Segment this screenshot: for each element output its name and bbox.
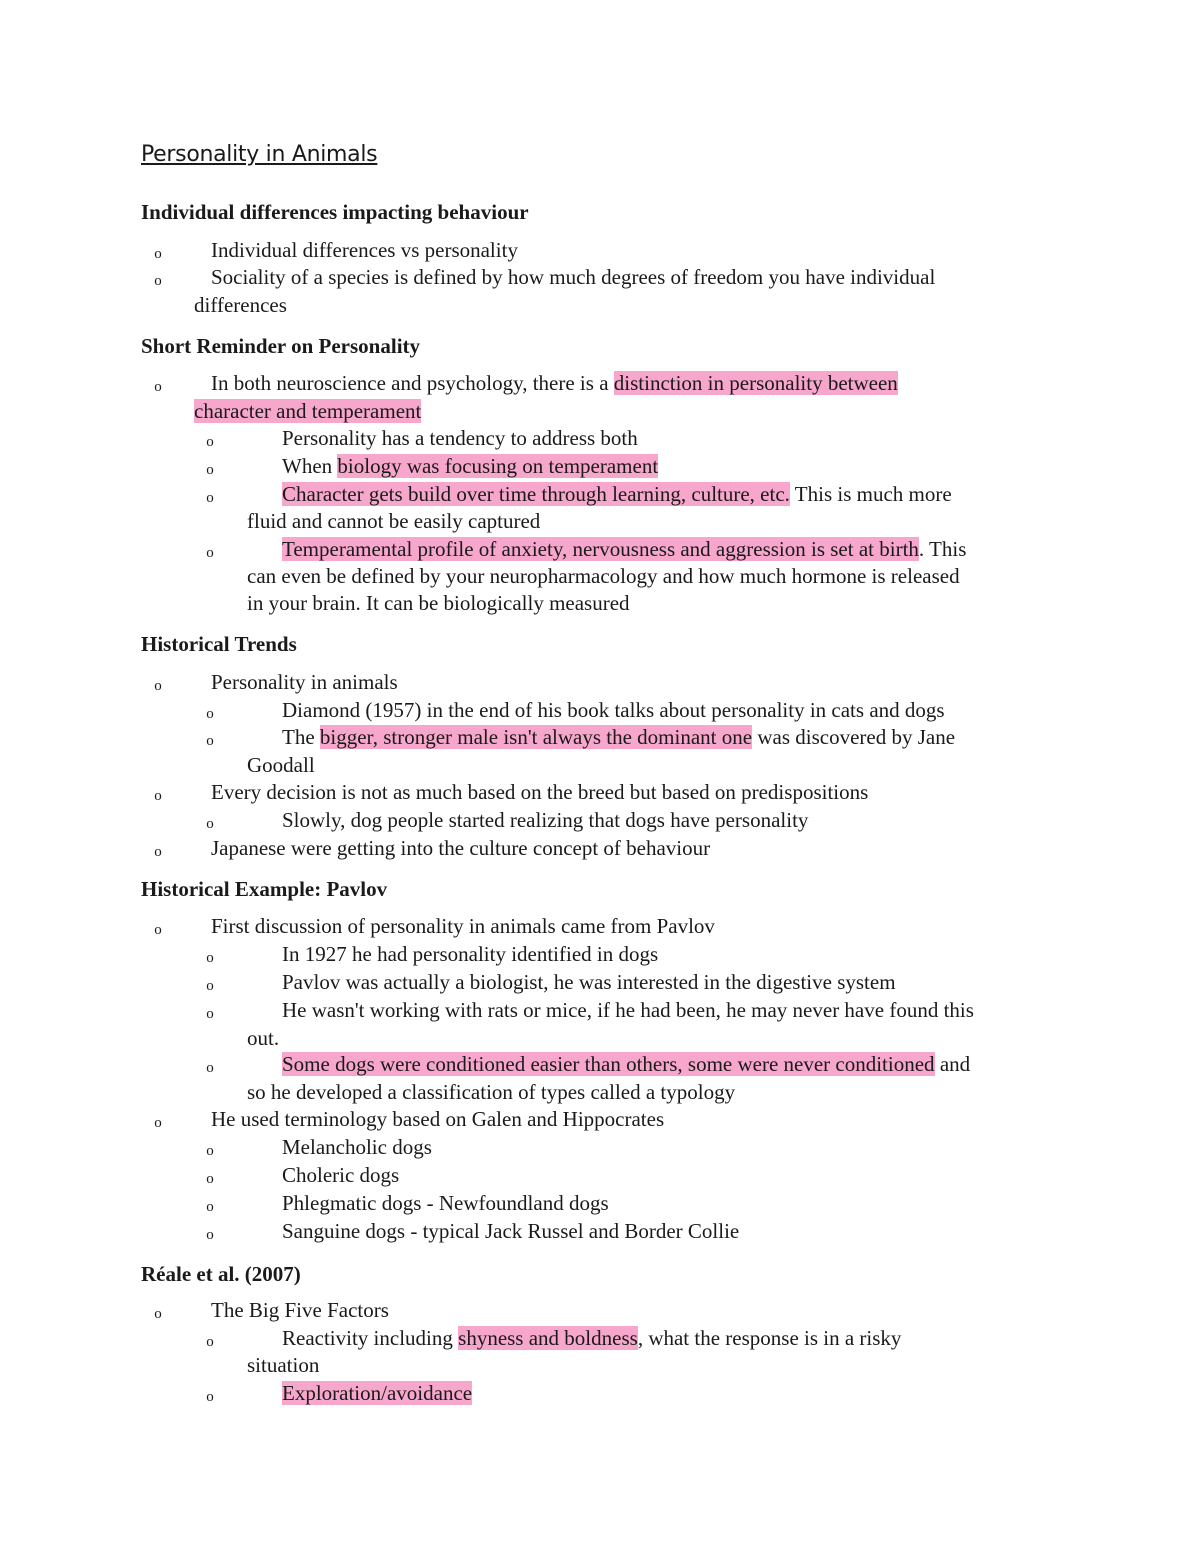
list-item — [282, 1325, 901, 1352]
bullet-icon: o — [206, 545, 214, 561]
text-run: Melancholic dogs — [282, 1135, 432, 1159]
section-heading: Historical Example: Pavlov — [141, 877, 388, 901]
list-item — [282, 1134, 432, 1161]
list-item — [211, 1106, 664, 1133]
list-item-continuation — [194, 292, 287, 319]
list-item-continuation — [194, 398, 421, 425]
list-item-continuation — [247, 752, 315, 779]
bullet-icon: o — [206, 816, 214, 832]
text-run: was discovered by Jane — [752, 725, 956, 749]
list-item — [282, 941, 658, 968]
text-run: situation — [247, 1353, 320, 1377]
list-item — [282, 1218, 739, 1245]
text-run: In 1927 he had personality identified in dogs — [282, 942, 659, 966]
list-item-continuation — [247, 563, 960, 590]
list-item — [211, 264, 935, 291]
bullet-icon: o — [206, 1143, 214, 1159]
list-item — [211, 237, 518, 264]
bullet-icon: o — [154, 678, 162, 694]
list-item — [282, 481, 952, 508]
bullet-icon: o — [206, 978, 214, 994]
bullet-icon: o — [154, 246, 162, 262]
list-item — [211, 370, 898, 397]
list-item — [282, 1162, 399, 1189]
list-item-continuation — [247, 1025, 279, 1052]
text-run: The Big Five Factors — [211, 1298, 389, 1322]
bullet-icon: o — [206, 462, 214, 478]
text-run: Phlegmatic dogs - Newfoundland dogs — [282, 1191, 609, 1215]
text-run: Goodall — [247, 753, 315, 777]
text-run: He used terminology based on Galen and Hippocrates — [211, 1107, 665, 1131]
list-item-continuation — [247, 590, 630, 617]
bullet-icon: o — [154, 788, 162, 804]
text-run: and — [934, 1052, 971, 1076]
list-item — [282, 997, 974, 1024]
text-run: This is much more — [789, 482, 952, 506]
bullet-icon: o — [206, 1199, 214, 1215]
bullet-icon: o — [206, 434, 214, 450]
text-run: fluid and cannot be easily captured — [247, 509, 541, 533]
bullet-icon: o — [206, 1006, 214, 1022]
list-item — [282, 697, 945, 724]
list-item — [282, 724, 955, 751]
list-item-continuation — [247, 508, 540, 535]
list-item-continuation — [247, 1352, 319, 1379]
text-run: Pavlov was actually a biologist, he was interested in the digestive system — [282, 970, 896, 994]
text-run: First discussion of personality in animals came from Pavlov — [211, 914, 715, 938]
text-run: out. — [247, 1026, 280, 1050]
bullet-icon: o — [154, 922, 162, 938]
text-run: Japanese were getting into the culture concept of behaviour — [211, 836, 711, 860]
text-run: Every decision is not as much based on the breed but based on predispositions — [211, 780, 869, 804]
bullet-icon: o — [206, 1060, 214, 1076]
bullet-icon: o — [206, 490, 214, 506]
list-item — [211, 779, 868, 806]
text-run: Slowly, dog people started realizing that dogs have personality — [282, 808, 809, 832]
bullet-icon: o — [206, 1171, 214, 1187]
highlighted-text: Exploration/avoidance — [282, 1381, 473, 1405]
bullet-icon: o — [206, 1334, 214, 1350]
section-heading: Short Reminder on Personality — [141, 334, 421, 358]
highlighted-text: bigger, stronger male isn't always the dominant one — [319, 725, 753, 749]
highlighted-text: Temperamental profile of anxiety, nervousness and aggression is set at birth — [282, 537, 919, 561]
bullet-icon: o — [206, 1227, 214, 1243]
text-run: Individual differences vs personality — [211, 238, 518, 262]
text-run: can even be defined by your neuropharmacology and how much hormone is released — [247, 564, 960, 588]
list-item — [282, 453, 658, 480]
text-run: Choleric dogs — [282, 1163, 400, 1187]
highlighted-text: shyness and boldness — [458, 1326, 638, 1350]
highlighted-text: Some dogs were conditioned easier than others, some were never conditioned — [282, 1052, 935, 1076]
text-run: In both neuroscience and psychology, there is a — [211, 371, 614, 395]
document-title: Personality in Animals — [141, 142, 378, 167]
text-run: He wasn't working with rats or mice, if he had been, he may never have found this — [282, 998, 974, 1022]
text-run: differences — [194, 293, 287, 317]
bullet-icon: o — [206, 1389, 214, 1405]
bullet-icon: o — [154, 1115, 162, 1131]
list-item — [211, 669, 398, 696]
text-run: in your brain. It can be biologically measured — [247, 591, 630, 615]
text-run: Personality has a tendency to address both — [282, 426, 638, 450]
text-run: Reactivity including — [282, 1326, 459, 1350]
list-item — [282, 807, 808, 834]
highlighted-text: Character gets build over time through learning, culture, etc. — [282, 482, 790, 506]
list-item-continuation — [247, 1079, 735, 1106]
list-item — [282, 1190, 609, 1217]
highlighted-text: biology was focusing on temperament — [337, 454, 659, 478]
bullet-icon: o — [206, 706, 214, 722]
text-run: so he developed a classification of types called a typology — [247, 1080, 736, 1104]
text-run: Personality in animals — [211, 670, 398, 694]
text-run: Diamond (1957) in the end of his book talks about personality in cats and dogs — [282, 698, 945, 722]
text-run: Sociality of a species is defined by how much degrees of freedom you have individual — [211, 265, 936, 289]
bullet-icon: o — [154, 844, 162, 860]
list-item — [282, 536, 966, 563]
bullet-icon: o — [154, 379, 162, 395]
bullet-icon: o — [154, 273, 162, 289]
list-item — [211, 1297, 389, 1324]
text-run: The — [282, 725, 320, 749]
list-item — [282, 1380, 472, 1407]
section-heading: Historical Trends — [141, 632, 297, 656]
list-item — [282, 969, 896, 996]
section-heading: Individual differences impacting behaviour — [141, 200, 529, 224]
section-heading: Réale et al. (2007) — [141, 1262, 301, 1286]
bullet-icon: o — [206, 950, 214, 966]
text-run: Sanguine dogs - typical Jack Russel and Border Collie — [282, 1219, 740, 1243]
highlighted-text: distinction in personality between — [613, 371, 898, 395]
bullet-icon: o — [206, 733, 214, 749]
list-item — [282, 1051, 970, 1078]
text-run: . This — [918, 537, 967, 561]
list-item — [211, 913, 715, 940]
list-item — [211, 835, 710, 862]
highlighted-text: character and temperament — [194, 399, 422, 423]
text-run: When — [282, 454, 338, 478]
text-run: , what the response is in a risky — [637, 1326, 902, 1350]
list-item — [282, 425, 638, 452]
bullet-icon: o — [154, 1306, 162, 1322]
